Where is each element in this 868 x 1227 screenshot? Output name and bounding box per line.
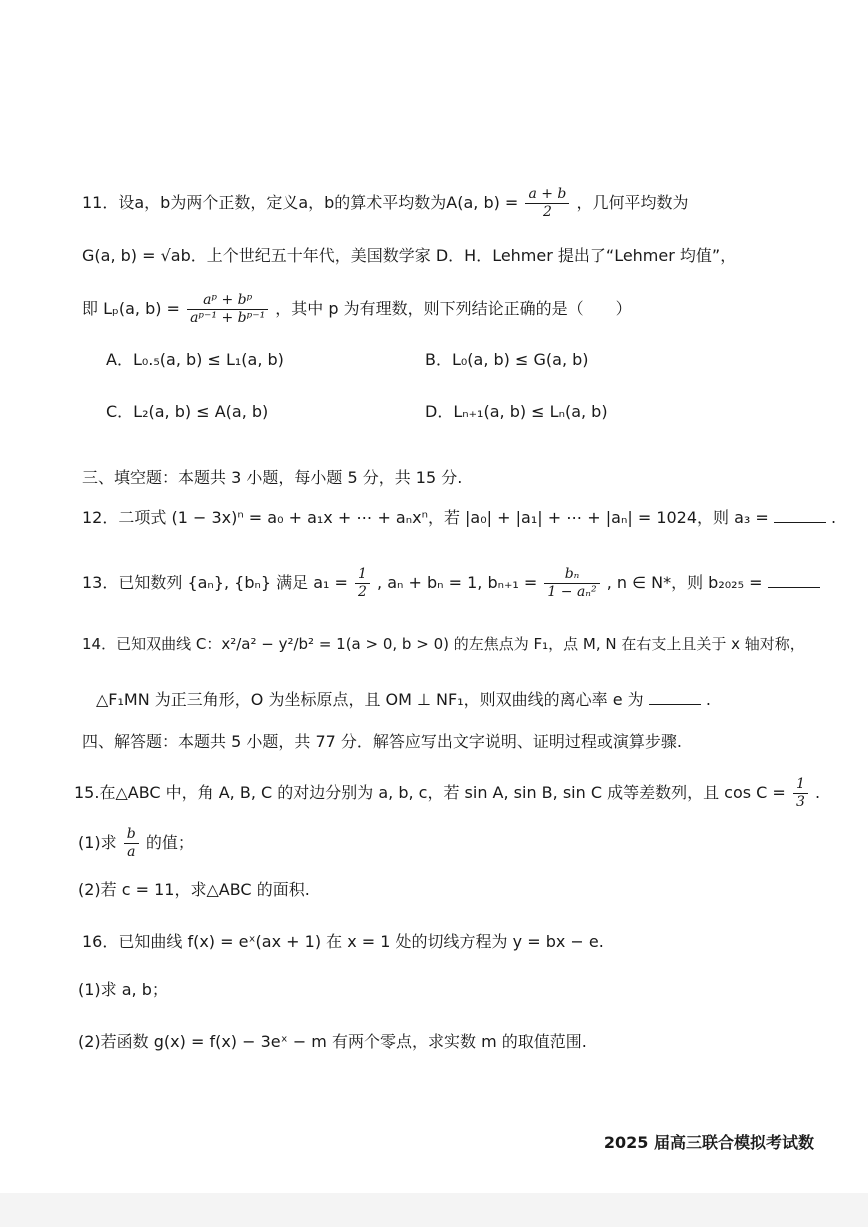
q11-line3 [82,292,632,327]
q14-answer-blank[interactable] [649,688,701,705]
q12-answer-blank[interactable] [774,506,826,523]
q14-line1: 14．已知双曲线 C：x²/a² − y²/b² = 1(a > 0, b > 0) 的左焦点为 F₁，点 M, N 在右支上且关于 x 轴对称， [82,635,805,653]
q11-line1-tail: ，几何平均数为 [576,193,689,212]
q11-frac-lehmer: $\frac{\text{aᵖ + bᵖ}}{\text{aᵖ⁻¹ + bᵖ⁻¹}}$ [187,292,268,327]
q13-mid: , aₙ + bₙ = 1, bₙ₊₁ = [377,573,538,592]
q11-frac-arith-mean: $\frac{a + b}{2}$ [525,186,569,221]
q11-option-d: D．Lₙ₊₁(a, b) ≤ Lₙ(a, b) [425,402,608,421]
q13-frac-recurrence: $\frac{\text{bₙ}}{\text{1 − aₙ²}}$ [544,566,599,601]
scan-bottom-strip [0,1193,868,1227]
q13-tail: , n ∈ N*，则 b₂₀₂₅ = [606,573,763,592]
q11-line2: G(a, b) = √ab．上个世纪五十年代，美国数学家 D．H．Lehmer 提出了“Lehmer 均值”， [82,246,737,265]
q16-part2: (2)若函数 g(x) = f(x) − 3eˣ − m 有两个零点，求实数 m 的取值范围. [78,1032,587,1051]
q15-frac-b-over-a: $\frac{b}{a}$ [124,826,139,861]
q15-frac-cosc: $\frac{1}{3}$ [793,776,808,811]
q14-line2: △F₁MN 为正三角形，O 为坐标原点，且 OM ⊥ NF₁，则双曲线的离心率 e 为 . [96,690,711,709]
q16-line1: 16．已知曲线 f(x) = eˣ(ax + 1) 在 x = 1 处的切线方程为 y = bx − e. [82,932,604,951]
section4-heading: 四、解答题：本题共 5 小题，共 77 分．解答应写出文字说明、证明过程或演算步骤. [82,732,682,751]
q13-frac-a1: $\frac{1}{2}$ [355,566,370,601]
q11-option-a: A．L₀.₅(a, b) ≤ L₁(a, b) [106,350,284,369]
q11-line3-tail: ，其中 p 为有理数，则下列结论正确的是（ ） [275,299,632,318]
q14-line2-text: △F₁MN 为正三角形，O 为坐标原点，且 OM ⊥ NF₁，则双曲线的离心率 e 为 [96,690,644,709]
q15-part2: (2)若 c = 11，求△ABC 的面积. [78,880,310,899]
q11-line3-head: 即 Lₚ(a, b) = [82,299,180,318]
q15-line1-text: 15.在△ABC 中，角 A, B, C 的对边分别为 a, b, c，若 sin A, sin B, sin C 成等差数列，且 cos C = [74,783,786,802]
q13-line [82,566,820,601]
q12-text: 12．二项式 (1 − 3x)ⁿ = a₀ + a₁x + ⋯ + aₙxⁿ，若 |a₀| + |a₁| + ⋯ + |aₙ| = 1024，则 a₃ = [82,508,769,527]
q11-option-b: B．L₀(a, b) ≤ G(a, b) [425,350,589,369]
q15-line1: 15.在△ABC 中，角 A, B, C 的对边分别为 a, b, c，若 sin A, sin B, sin C 成等差数列，且 cos C = $\frac{1}{3}$ . [74,776,821,810]
q15-part1: (1)求 $\frac{b}{a}$ 的值； [78,826,194,860]
q16-part1: (1)求 a, b； [78,980,168,999]
page-footer: 2025 届高三联合模拟考试数 [603,1133,814,1152]
q13-head: 13．已知数列 {aₙ}, {bₙ} 满足 a₁ = [82,573,348,592]
q11-line1 [82,186,689,221]
q13-answer-blank[interactable] [768,571,820,588]
section3-heading: 三、填空题：本题共 3 小题，每小题 5 分，共 15 分. [82,468,463,487]
q11-option-c: C．L₂(a, b) ≤ A(a, b) [106,402,269,421]
q12-line: 12．二项式 (1 − 3x)ⁿ = a₀ + a₁x + ⋯ + aₙxⁿ，若 |a₀| + |a₁| + ⋯ + |aₙ| = 1024，则 a₃ = . [82,508,837,527]
q11-line1-text: 11．设a，b为两个正数，定义a，b的算术平均数为A(a, b) = [82,193,519,212]
